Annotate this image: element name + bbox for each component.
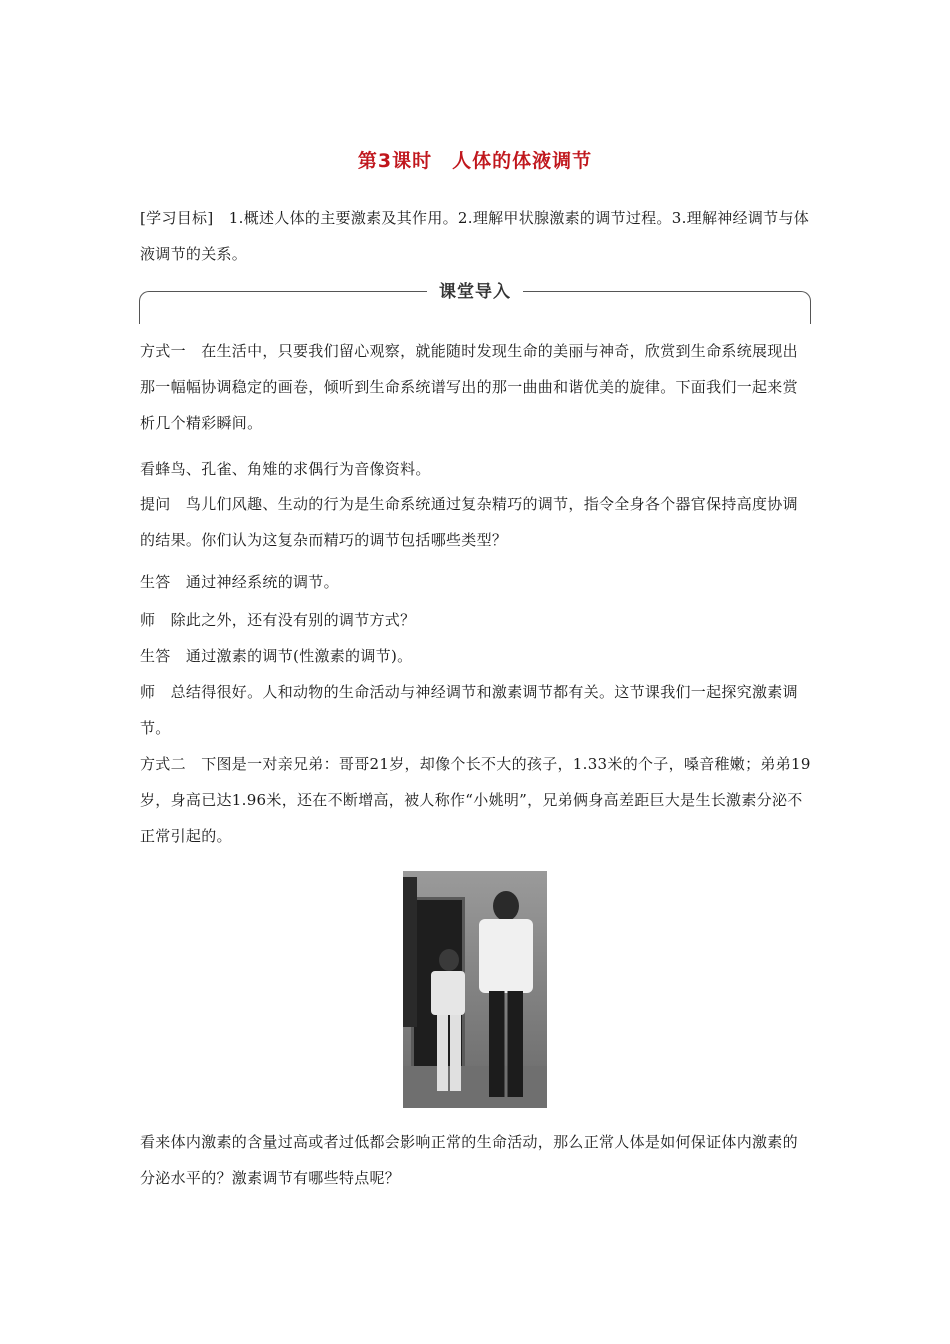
paragraph-watch-video: 看蜂鸟、孔雀、角雉的求偶行为音像资料。 — [140, 460, 431, 478]
paragraph-method-two: 方式二 下图是一对亲兄弟：哥哥21岁，却像个长不大的孩子，1.33米的个子，嗓音稚嫩；弟弟19岁，身高已达1.96米，还在不断增高，被人称作“小姚明”，兄弟俩身高差距巨大是生长激素分泌不正常引起的。 — [140, 755, 811, 845]
paragraph-teacher-1: 师 除此之外，还有没有别的调节方式？ — [140, 611, 416, 629]
brothers-photo — [403, 871, 547, 1108]
section-header-intro — [139, 281, 811, 325]
learning-goals: [学习目标] 1.概述人体的主要激素及其作用。2.理解甲状腺激素的调节过程。3.理解神经调节与体液调节的关系。 — [140, 209, 810, 263]
section-label: 课堂导入 — [427, 281, 523, 303]
paragraph-method-one: 方式一 在生活中，只要我们留心观察，就能随时发现生命的美丽与神奇，欣赏到生命系统展现出那一幅幅协调稳定的画卷，倾听到生命系统谱写出的那一曲曲和谐优美的旋律。下面我们一起来赏析几个精彩瞬间。 — [140, 342, 798, 432]
paragraph-closing-question: 看来体内激素的含量过高或者过低都会影响正常的生命活动，那么正常人体是如何保证体内激素的分泌水平的？激素调节有哪些特点呢？ — [140, 1133, 798, 1187]
paragraph-question: 提问 鸟儿们风趣、生动的行为是生命系统通过复杂精巧的调节，指令全身各个器官保持高度协调的结果。你们认为这复杂而精巧的调节包括哪些类型？ — [140, 495, 798, 549]
paragraph-student-answer-2: 生答 通过激素的调节(性激素的调节)。 — [140, 647, 413, 665]
older-brother-figure — [439, 949, 459, 971]
paragraph-teacher-2: 师 总结得很好。人和动物的生命活动与神经调节和激素调节都有关。这节课我们一起探究激素调节。 — [140, 683, 798, 737]
lesson-title: 第3课时 人体的体液调节 — [357, 150, 593, 172]
younger-brother-figure — [493, 891, 519, 921]
vertical-sign — [403, 877, 417, 1027]
paragraph-student-answer-1: 生答 通过神经系统的调节。 — [140, 573, 339, 591]
